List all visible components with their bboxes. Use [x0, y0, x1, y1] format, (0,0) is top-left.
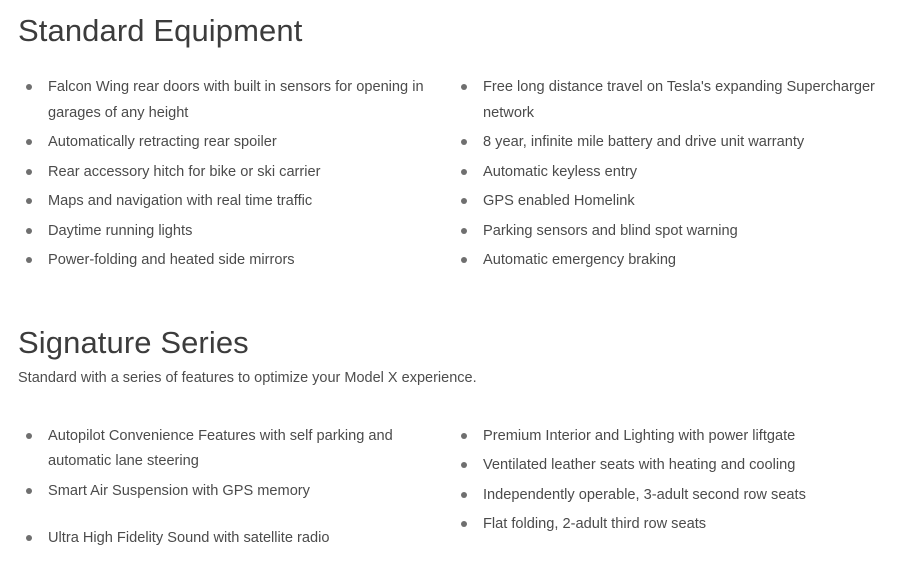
- bullet-icon: [461, 462, 467, 468]
- list-item: [459, 512, 882, 538]
- list-item-text: Falcon Wing rear doors with built in sensors for opening in garages of any height: [48, 79, 424, 121]
- list-item-text: Parking sensors and blind spot warning: [483, 222, 738, 239]
- list-item-text: 8 year, infinite mile battery and drive unit warranty: [483, 134, 805, 151]
- list-item: [24, 160, 445, 186]
- feature-column-left: [18, 424, 445, 556]
- feature-column-left: [18, 75, 445, 278]
- bullet-icon: [26, 169, 32, 175]
- section-title: Standard Equipment: [18, 13, 303, 48]
- section-signature-series: [0, 326, 900, 556]
- feature-columns: [18, 75, 882, 278]
- bullet-icon: [26, 139, 32, 145]
- list-item-text: Ultra High Fidelity Sound with satellite radio: [48, 530, 330, 547]
- bullet-icon: [461, 139, 467, 145]
- bullet-icon: [461, 257, 467, 263]
- bullet-icon: [26, 257, 32, 263]
- list-item-text: Automatically retracting rear spoiler: [48, 134, 277, 151]
- section-standard-equipment: [0, 0, 900, 278]
- bullet-icon: [26, 535, 32, 541]
- list-item: [24, 424, 445, 475]
- list-item-text: Premium Interior and Lighting with power liftgate: [483, 427, 796, 444]
- list-item-text: Daytime running lights: [48, 222, 193, 239]
- feature-list: [459, 424, 882, 538]
- section-title: Signature Series: [18, 324, 249, 360]
- list-item-text: Smart Air Suspension with GPS memory: [48, 482, 310, 499]
- list-item: [24, 248, 445, 274]
- bullet-icon: [461, 169, 467, 175]
- bullet-icon: [26, 198, 32, 204]
- list-item-text: Maps and navigation with real time traffic: [48, 193, 313, 210]
- list-item-text: GPS enabled Homelink: [483, 193, 635, 210]
- list-item: [459, 453, 882, 479]
- list-item: [459, 424, 882, 450]
- list-item: [459, 189, 882, 215]
- list-item-text: Autopilot Convenience Features with self parking and automatic lane steering: [48, 427, 393, 470]
- list-item-text: Independently operable, 3-adult second row seats: [483, 486, 806, 503]
- bullet-icon: [26, 228, 32, 234]
- bullet-icon: [461, 492, 467, 498]
- list-item: [459, 130, 882, 156]
- feature-list: [459, 75, 882, 274]
- feature-columns: [18, 424, 882, 556]
- list-item: [459, 483, 882, 509]
- bullet-icon: [26, 84, 32, 90]
- list-item: [24, 479, 445, 505]
- list-item: [459, 248, 882, 274]
- list-item: [459, 75, 882, 126]
- feature-column-right: [445, 424, 882, 542]
- bullet-icon: [461, 84, 467, 90]
- section-subtitle: Standard with a series of features to optimize your Model X experience.: [18, 369, 477, 386]
- list-item: [459, 219, 882, 245]
- list-item: [24, 526, 445, 552]
- bullet-icon: [26, 488, 32, 494]
- list-item: [459, 160, 882, 186]
- list-item: [24, 189, 445, 215]
- bullet-icon: [461, 433, 467, 439]
- list-item: [24, 75, 445, 126]
- bullet-icon: [461, 228, 467, 234]
- list-item-text: Automatic keyless entry: [483, 163, 638, 180]
- list-item-text: Free long distance travel on Tesla's expanding Supercharger network: [483, 79, 875, 121]
- feature-list: [24, 75, 445, 274]
- bullet-icon: [461, 198, 467, 204]
- list-item: [24, 130, 445, 156]
- list-item-text: Flat folding, 2-adult third row seats: [483, 516, 707, 533]
- feature-list: [24, 424, 445, 552]
- list-item-text: Ventilated leather seats with heating and cooling: [483, 457, 796, 474]
- list-item: [24, 219, 445, 245]
- bullet-icon: [461, 521, 467, 527]
- bullet-icon: [26, 433, 32, 439]
- list-item-text: Rear accessory hitch for bike or ski carrier: [48, 163, 321, 180]
- list-item-text: Power-folding and heated side mirrors: [48, 252, 295, 269]
- list-item-text: Automatic emergency braking: [483, 252, 677, 269]
- feature-column-right: [445, 75, 882, 278]
